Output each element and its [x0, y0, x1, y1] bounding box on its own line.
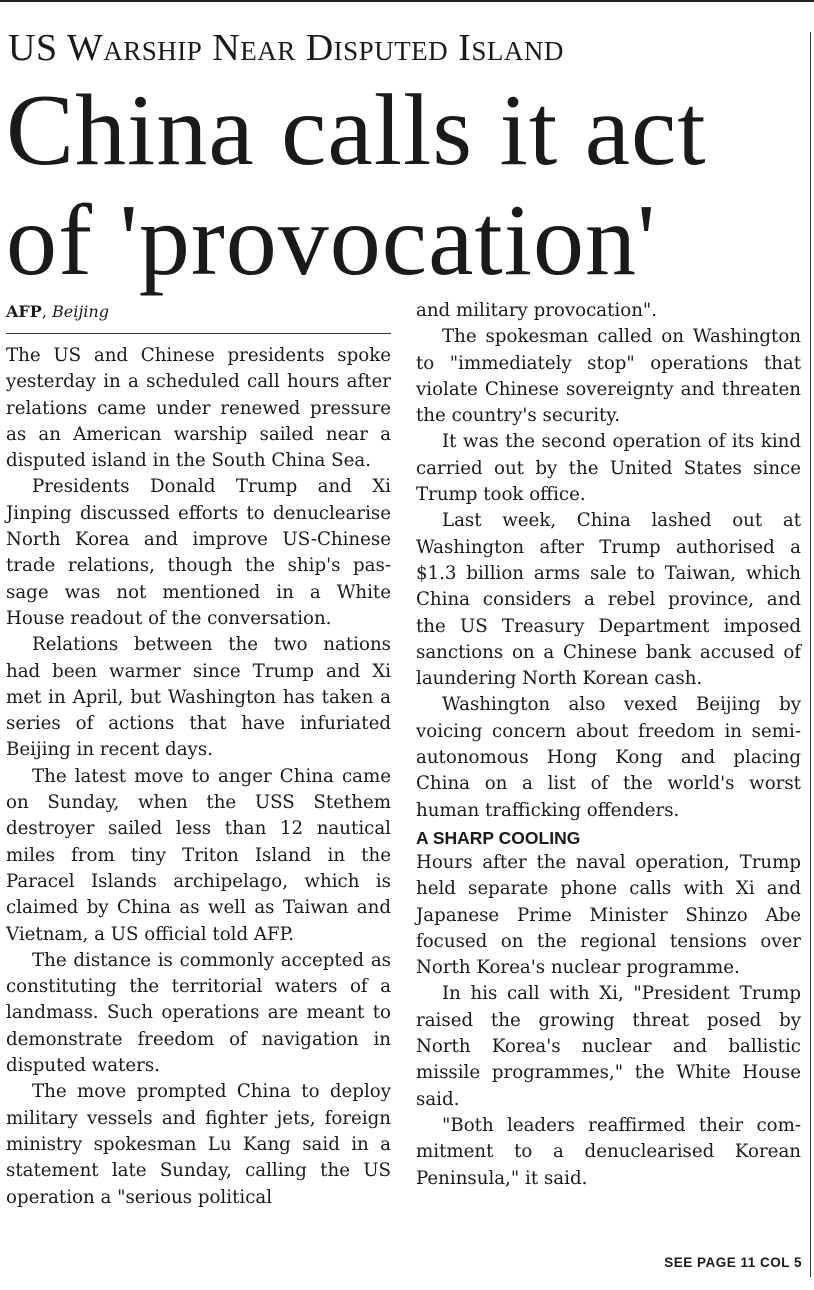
left-column	[6, 302, 391, 1211]
paragraph: The latest move to anger China came on Sunday, when the USS Stethem destroyer sailed less than 12 nautical miles from tiny Triton Island in the Paracel Islands archipelago, which is claimed by China as well as Taiwan and Vietnam, a US official told AFP.	[6, 765, 391, 945]
paragraph: Washington also vexed Beijing by voicing concern about freedom in semi-autonomous Hong Kong and placing China on a list of the world's worst human trafficking offenders.	[416, 694, 801, 821]
paragraph: Last week, China lashed out at Washington after Trump authorised a $1.3 billion arms sale to Taiwan, which China considers a rebel province, and the US Treasury Department imposed sanctions on a Chinese bank accused of laundering North Korean cash.	[416, 510, 801, 690]
paragraph: The distance is commonly accepted as constituting the territorial waters of a landmass. Such operations are meant to demonstrate freedom of navigation in disputed waters.	[6, 949, 391, 1077]
right-column	[416, 298, 801, 1192]
paragraph: and military provocation".	[416, 300, 658, 321]
paragraph: The move prompted China to deploy military vessels and fighter jets, foreign ministry spokesman Lu Kang said in a statement late Sunday, calling the US operation a "serious political	[6, 1081, 391, 1208]
byline: AFP, Beijing	[6, 302, 391, 334]
top-rule	[0, 0, 814, 2]
headline: China calls it act of 'provocation'	[6, 74, 707, 297]
byline-place: Beijing	[51, 302, 109, 321]
paragraph: Relations between the two nations had been warmer since Trump and Xi met in April, but Washington has taken a series of actions that have infuriated Beijing in recent days.	[6, 634, 391, 761]
paragraph: "Both leaders reaffirmed their com-mitment to a denuclearised Korean Peninsula," it said.	[416, 1114, 801, 1189]
paragraph: The spokesman called on Washington to "immediately stop" operations that violate Chinese sovereignty and threaten the country's security.	[416, 326, 801, 427]
subhead: A SHARP COOLING	[416, 827, 581, 848]
paragraph: Hours after the naval operation, Trump held separate phone calls with Xi and Japanese Prime Minister Shinzo Abe focused on the regional tensions over North Korea's nuclear programme.	[416, 851, 801, 979]
byline-agency: AFP	[6, 302, 42, 321]
kicker: US Warship Near Disputed Island	[8, 27, 564, 69]
paragraph: The US and Chinese presidents spoke yesterday in a scheduled call hours after relations came under renewed pressure as an American warship sailed near a disputed island in the South China Sea.	[6, 345, 391, 472]
continued-reference[interactable]: SEE PAGE 11 COL 5	[664, 1255, 802, 1270]
paragraph: Presidents Donald Trump and Xi Jinping discussed efforts to denuclearise North Korea and improve US-Chinese trade relations, though the ship's pas-sage was not mentioned in a White House readout of the conversation.	[6, 476, 391, 629]
paragraph: In his call with Xi, "President Trump raised the growing threat posed by North Korea's nuclear and ballistic missile programmes," the White House said.	[416, 983, 801, 1110]
column-rule	[810, 32, 811, 1277]
paragraph: It was the second operation of its kind carried out by the United States since Trump took office.	[416, 431, 801, 506]
